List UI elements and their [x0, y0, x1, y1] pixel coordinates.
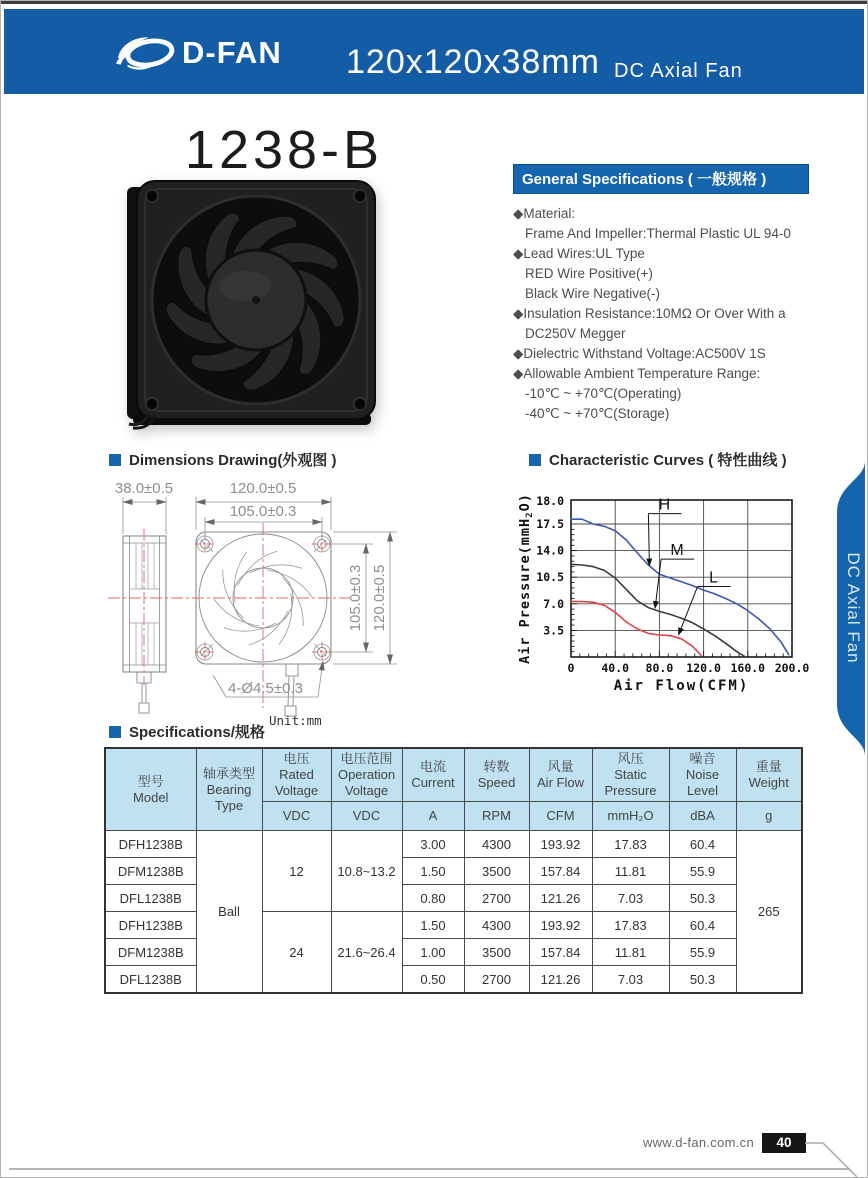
dim-height: 120.0±0.5	[371, 564, 388, 632]
characteristic-curves-chart	[516, 476, 816, 711]
cell-air-flow: 121.26	[529, 966, 592, 994]
dim-mounting-holes: 4-Ø4.5±0.3	[228, 680, 303, 697]
cell-model: DFL1238B	[105, 885, 196, 912]
x-axis-title: Air Flow(CFM)	[613, 678, 750, 694]
svg-text:0: 0	[567, 661, 575, 675]
svg-text:80.0: 80.0	[645, 661, 674, 675]
col-header-noise: 噪音 Noise Level	[669, 748, 736, 802]
section-title: Specifications/规格	[129, 724, 265, 741]
svg-text:200.0: 200.0	[774, 661, 810, 675]
cell-current: 1.00	[402, 939, 464, 966]
svg-text:14.0: 14.0	[536, 543, 564, 558]
section-bullet-icon	[529, 454, 541, 466]
col-header-model: 型号 Model	[105, 748, 196, 831]
dim-unit: Unit:mm	[269, 713, 322, 728]
spec-line: ◆Insulation Resistance:10MΩ Or Over With a	[513, 306, 786, 321]
cell-air-flow: 193.92	[529, 912, 592, 939]
cell-operation-voltage: 21.6~26.4	[331, 912, 402, 994]
cell-model: DFH1238B	[105, 831, 196, 858]
svg-text:3.5: 3.5	[543, 623, 564, 638]
plot-frame	[571, 500, 792, 657]
spec-line: -40℃ ~ +70℃(Storage)	[525, 406, 670, 421]
section-header-dimensions	[109, 449, 337, 470]
page-number-badge: 40	[762, 1133, 806, 1153]
cell-speed: 4300	[464, 912, 529, 939]
unit-weight: g	[736, 802, 802, 831]
cell-speed: 2700	[464, 966, 529, 994]
svg-text:40.0: 40.0	[601, 661, 630, 675]
cell-current: 0.80	[402, 885, 464, 912]
cell-speed: 3500	[464, 939, 529, 966]
fan-product-photo	[119, 173, 419, 431]
svg-text:18.0: 18.0	[536, 494, 564, 508]
spec-line: Black Wire Negative(-)	[525, 286, 661, 301]
side-tab	[815, 461, 865, 756]
unit-static-pressure: mmH₂O	[592, 802, 669, 831]
cell-operation-voltage: 10.8~13.2	[331, 831, 402, 912]
col-header-static-pressure: 风压 Static Pressure	[592, 748, 669, 802]
series-L	[571, 602, 701, 656]
dimensions-drawing	[101, 471, 501, 733]
model-title: 1238-B	[184, 120, 384, 180]
cell-noise: 55.9	[669, 858, 736, 885]
cell-weight: 265	[736, 831, 802, 994]
spec-line: ◆Lead Wires:UL Type	[513, 246, 645, 261]
section-title: Characteristic Curves ( 特性曲线 )	[549, 452, 787, 469]
cell-rated-voltage: 24	[262, 912, 331, 994]
unit-air-flow: CFM	[529, 802, 592, 831]
footer-rule-lines	[1, 1122, 867, 1177]
cell-air-flow: 193.92	[529, 831, 592, 858]
svg-text:7.0: 7.0	[543, 596, 564, 611]
series-label-M: M	[670, 542, 684, 560]
col-header-weight: 重量 Weight	[736, 748, 802, 802]
dim-hole-pitch: 105.0±0.3	[229, 503, 297, 520]
section-title: Dimensions Drawing(外观图 )	[129, 452, 337, 469]
cell-static-pressure: 7.03	[592, 966, 669, 994]
spec-line: ◆Material:	[513, 206, 576, 221]
unit-current: A	[402, 802, 464, 831]
cell-rated-voltage: 12	[262, 831, 331, 912]
dim-depth: 38.0±0.5	[114, 480, 174, 497]
cell-current: 3.00	[402, 831, 464, 858]
series-label-H: H	[658, 496, 671, 514]
table-row	[105, 831, 802, 858]
y-axis-title: Air Pressure(mmH$_2$O)	[517, 493, 535, 664]
specifications-table	[104, 747, 803, 994]
side-tab-label: DC Axial Fan	[844, 552, 863, 664]
cell-model: DFM1238B	[105, 858, 196, 885]
dim-width: 120.0±0.5	[229, 480, 297, 497]
cell-current: 1.50	[402, 858, 464, 885]
cell-noise: 50.3	[669, 966, 736, 994]
cell-static-pressure: 17.83	[592, 912, 669, 939]
cell-speed: 3500	[464, 858, 529, 885]
unit-speed: RPM	[464, 802, 529, 831]
spec-line: -10℃ ~ +70℃(Operating)	[525, 386, 682, 401]
size-title: 120x120x38mm	[346, 43, 600, 81]
brand-logo	[114, 31, 282, 75]
cell-static-pressure: 11.81	[592, 858, 669, 885]
cell-bearing: Ball	[196, 831, 262, 994]
cell-model: DFM1238B	[105, 939, 196, 966]
cell-air-flow: 157.84	[529, 858, 592, 885]
section-header-curves	[529, 449, 787, 470]
d-fan-swirl-icon	[114, 31, 176, 75]
unit-operation-voltage: VDC	[331, 802, 402, 831]
section-bullet-icon	[109, 454, 121, 466]
cell-speed: 4300	[464, 831, 529, 858]
cell-model: DFH1238B	[105, 912, 196, 939]
general-specs-list	[513, 204, 809, 424]
cell-noise: 55.9	[669, 939, 736, 966]
website-url: www.d-fan.com.cn	[642, 1135, 754, 1150]
col-header-rated-voltage: 电压 Rated Voltage	[262, 748, 331, 802]
spec-line: ◆Dielectric Withstand Voltage:AC500V 1S	[513, 346, 766, 361]
spec-line: Frame And Impeller:Thermal Plastic UL 94-0	[525, 226, 791, 241]
general-specs-header: General Specifications ( 一般规格 )	[513, 164, 809, 194]
cell-current: 1.50	[402, 912, 464, 939]
general-specifications	[513, 164, 809, 424]
svg-text:10.5: 10.5	[536, 570, 564, 585]
spec-line: DC250V Megger	[525, 326, 626, 341]
cell-current: 0.50	[402, 966, 464, 994]
col-header-bearing: 轴承类型 Bearing Type	[196, 748, 262, 831]
series-H	[571, 519, 789, 655]
brand-name: D-FAN	[182, 35, 282, 70]
col-header-current: 电流 Current	[402, 748, 464, 802]
cell-model: DFL1238B	[105, 966, 196, 994]
dimension-labels	[115, 480, 388, 728]
cell-speed: 2700	[464, 885, 529, 912]
cell-static-pressure: 11.81	[592, 939, 669, 966]
unit-noise: dBA	[669, 802, 736, 831]
cell-static-pressure: 7.03	[592, 885, 669, 912]
product-type-title: DC Axial Fan	[614, 60, 743, 82]
cell-air-flow: 157.84	[529, 939, 592, 966]
col-header-operation-voltage: 电压范围 Operation Voltage	[331, 748, 402, 802]
cell-air-flow: 121.26	[529, 885, 592, 912]
top-rule	[1, 1, 867, 4]
header-bar	[4, 9, 864, 94]
cell-noise: 50.3	[669, 885, 736, 912]
dim-hole-pitch-v: 105.0±0.3	[347, 564, 364, 632]
unit-rated-voltage: VDC	[262, 802, 331, 831]
spec-line: ◆Allowable Ambient Temperature Range:	[513, 366, 761, 381]
col-header-air-flow: 风量 Air Flow	[529, 748, 592, 802]
cell-noise: 60.4	[669, 912, 736, 939]
svg-text:160.0: 160.0	[730, 661, 766, 675]
series-label-L: L	[709, 569, 718, 587]
svg-text:120.0: 120.0	[686, 661, 721, 675]
svg-text:17.5: 17.5	[536, 517, 564, 531]
cell-static-pressure: 17.83	[592, 831, 669, 858]
spec-line: RED Wire Positive(+)	[525, 266, 653, 281]
side-view	[123, 536, 166, 713]
col-header-speed: 转数 Speed	[464, 748, 529, 802]
cell-noise: 60.4	[669, 831, 736, 858]
